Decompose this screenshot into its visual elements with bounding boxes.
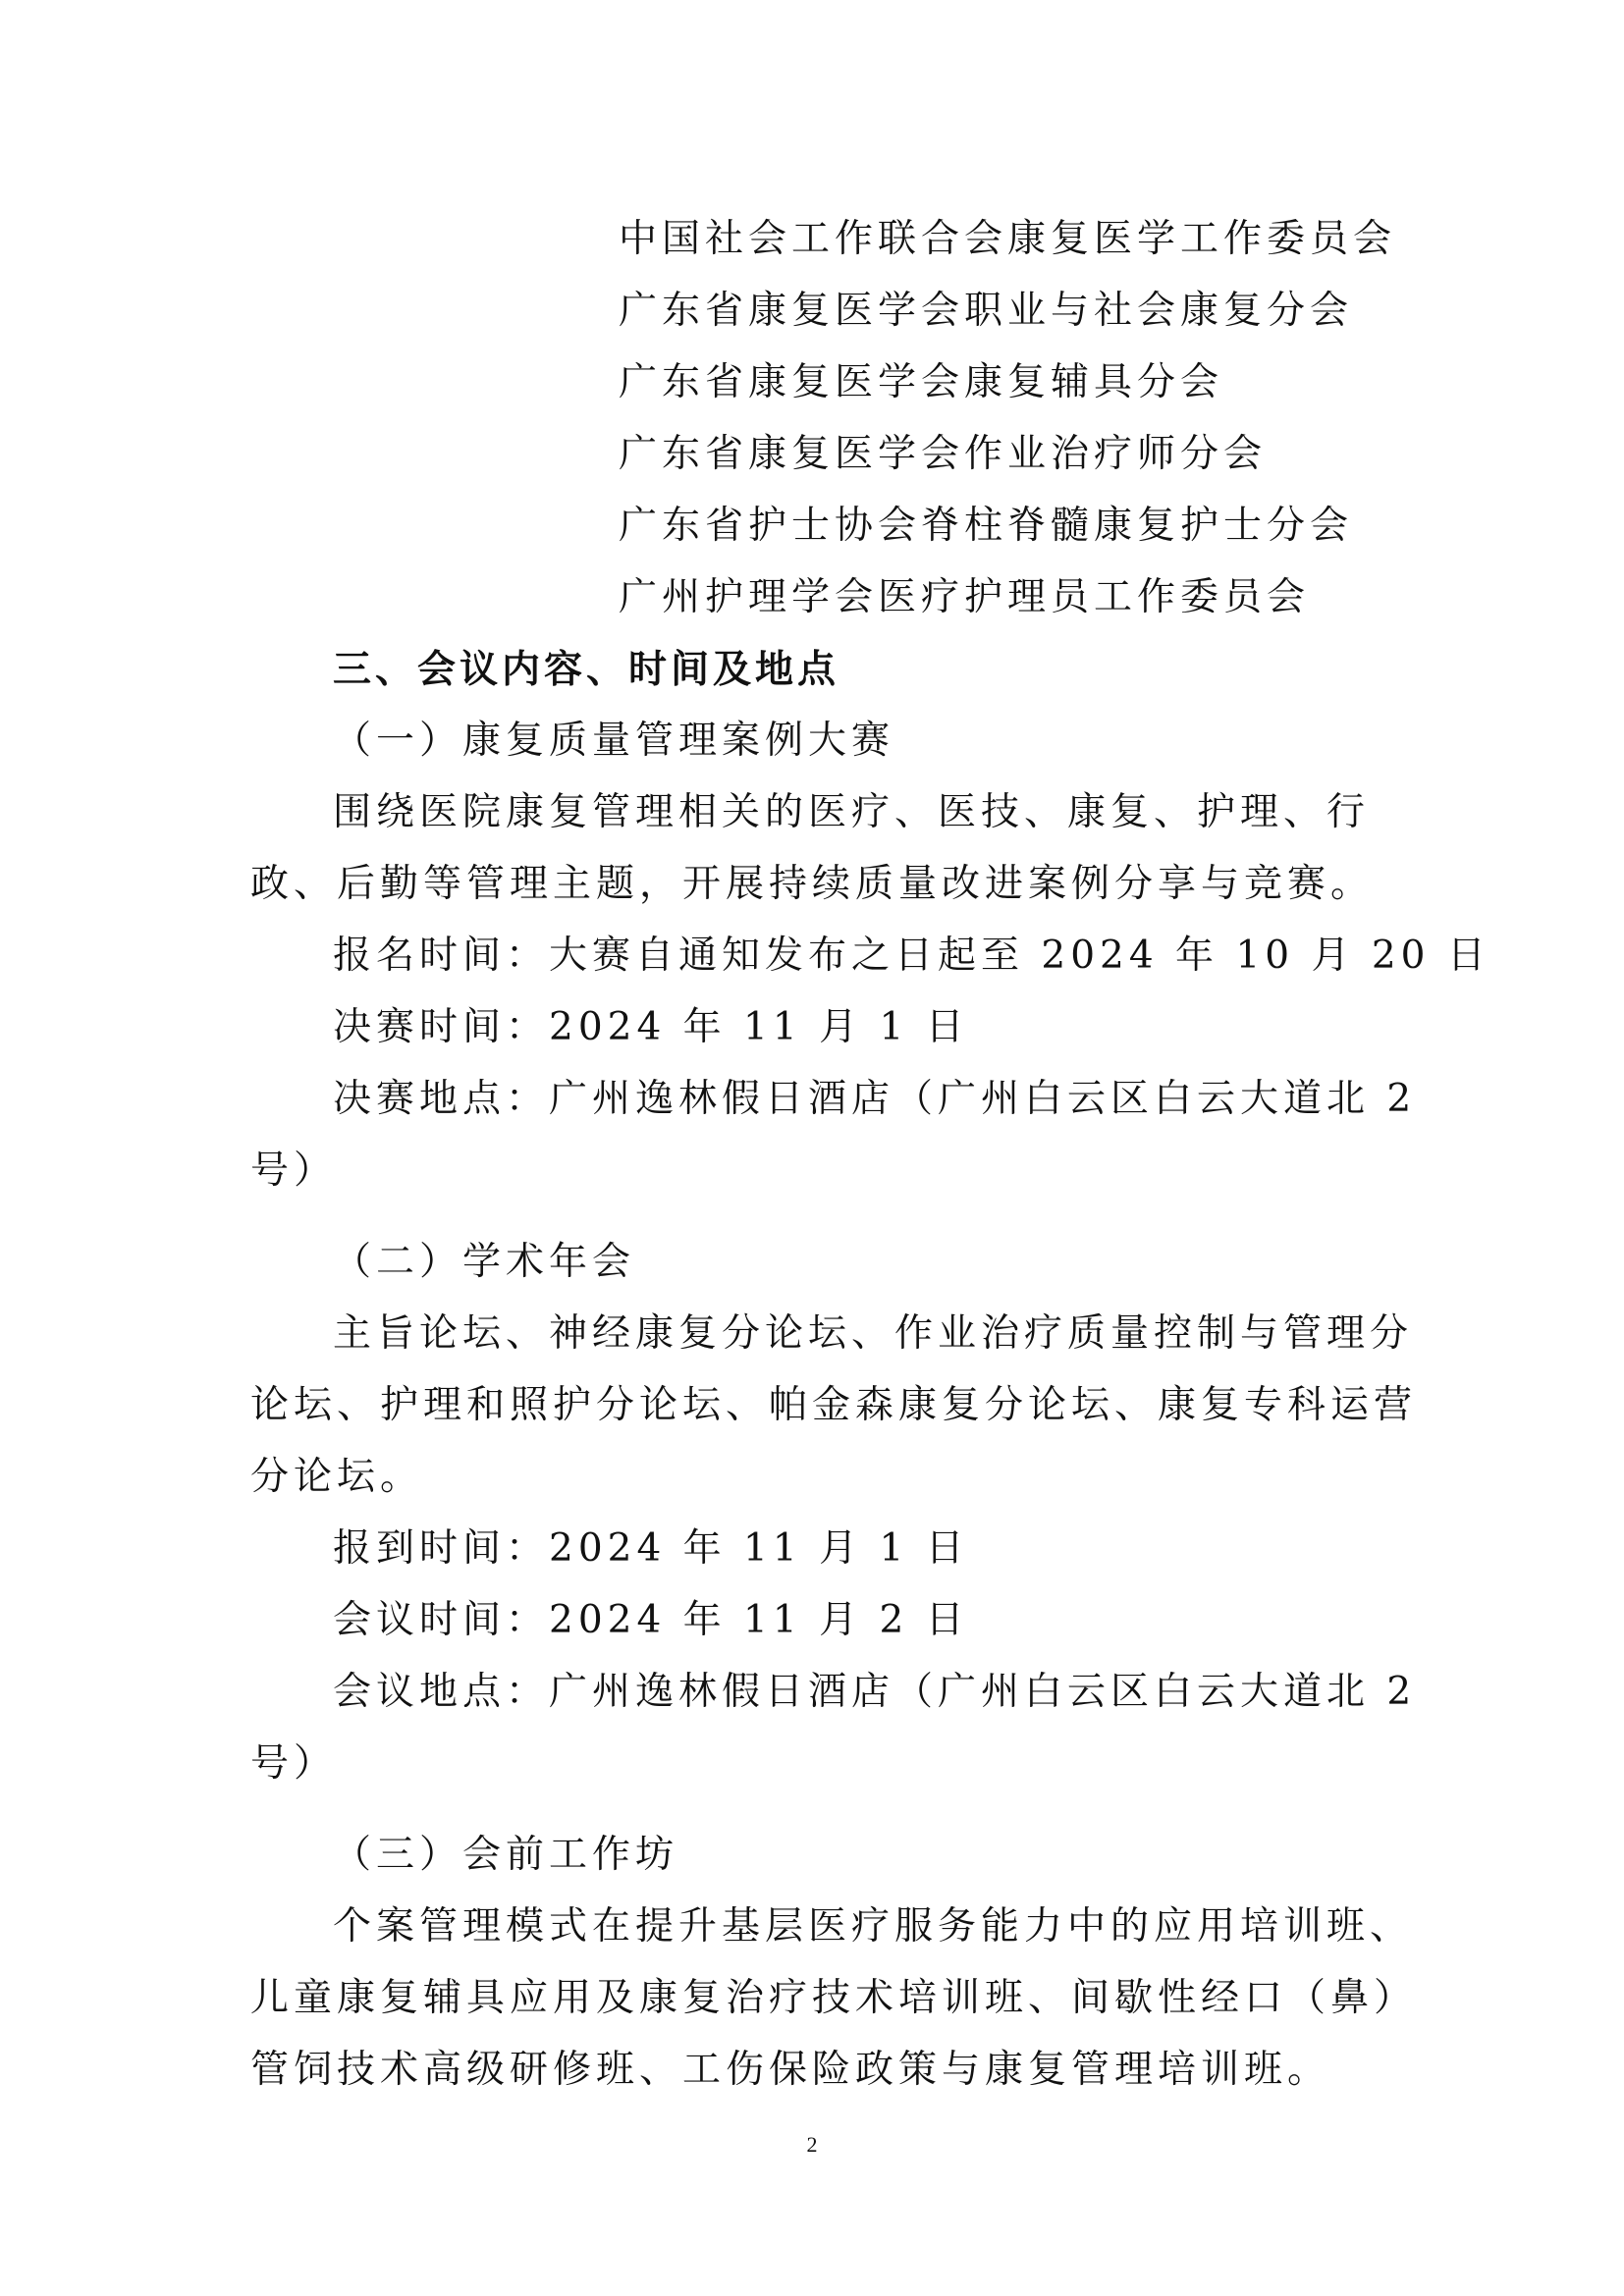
meeting-place: 会议地点：广州逸林假日酒店（广州白云区白云大道北 2 <box>333 1670 1417 1714</box>
organizer-line: 广东省康复医学会康复辅具分会 <box>619 360 1224 404</box>
paragraph-line: 管饲技术高级研修班、工伤保险政策与康复管理培训班。 <box>250 2048 1331 2092</box>
organizer-line: 广州护理学会医疗护理员工作委员会 <box>619 575 1311 619</box>
final-place: 决赛地点：广州逸林假日酒店（广州白云区白云大道北 2 <box>333 1077 1417 1121</box>
final-time: 决赛时间：2024 年 11 月 1 日 <box>333 1005 969 1049</box>
organizer-line: 广东省康复医学会作业治疗师分会 <box>619 432 1268 476</box>
subsection-title: （二）学术年会 <box>333 1240 636 1284</box>
paragraph-line: 围绕医院康复管理相关的医疗、医技、康复、护理、行 <box>333 790 1371 834</box>
page-number: 2 <box>806 2132 818 2157</box>
paragraph-line: 论坛、护理和照护分论坛、帕金森康复分论坛、康复专科运营 <box>250 1383 1418 1427</box>
subsection-title: （三）会前工作坊 <box>333 1833 679 1877</box>
meeting-place-cont: 号） <box>250 1741 338 1786</box>
checkin-time: 报到时间：2024 年 11 月 1 日 <box>333 1526 969 1571</box>
signup-time: 报名时间：大赛自通知发布之日起至 2024 年 10 月 20 日 <box>333 934 1490 978</box>
organizer-line: 广东省康复医学会职业与社会康复分会 <box>619 289 1354 333</box>
meeting-time: 会议时间：2024 年 11 月 2 日 <box>333 1598 969 1642</box>
paragraph-line: 个案管理模式在提升基层医疗服务能力中的应用培训班、 <box>333 1904 1414 1949</box>
final-place-cont: 号） <box>250 1148 338 1193</box>
organizer-line: 广东省护士协会脊柱脊髓康复护士分会 <box>619 504 1354 548</box>
paragraph-line: 主旨论坛、神经康复分论坛、作业治疗质量控制与管理分 <box>333 1311 1414 1356</box>
section-heading: 三、会议内容、时间及地点 <box>333 647 840 692</box>
organizer-line: 中国社会工作联合会康复医学工作委员会 <box>619 217 1397 261</box>
paragraph-line: 分论坛。 <box>250 1455 424 1499</box>
paragraph-line: 政、后勤等管理主题，开展持续质量改进案例分享与竞赛。 <box>250 862 1375 906</box>
subsection-title: （一）康复质量管理案例大赛 <box>333 719 895 763</box>
paragraph-line: 儿童康复辅具应用及康复治疗技术培训班、间歇性经口（鼻） <box>250 1976 1418 2020</box>
